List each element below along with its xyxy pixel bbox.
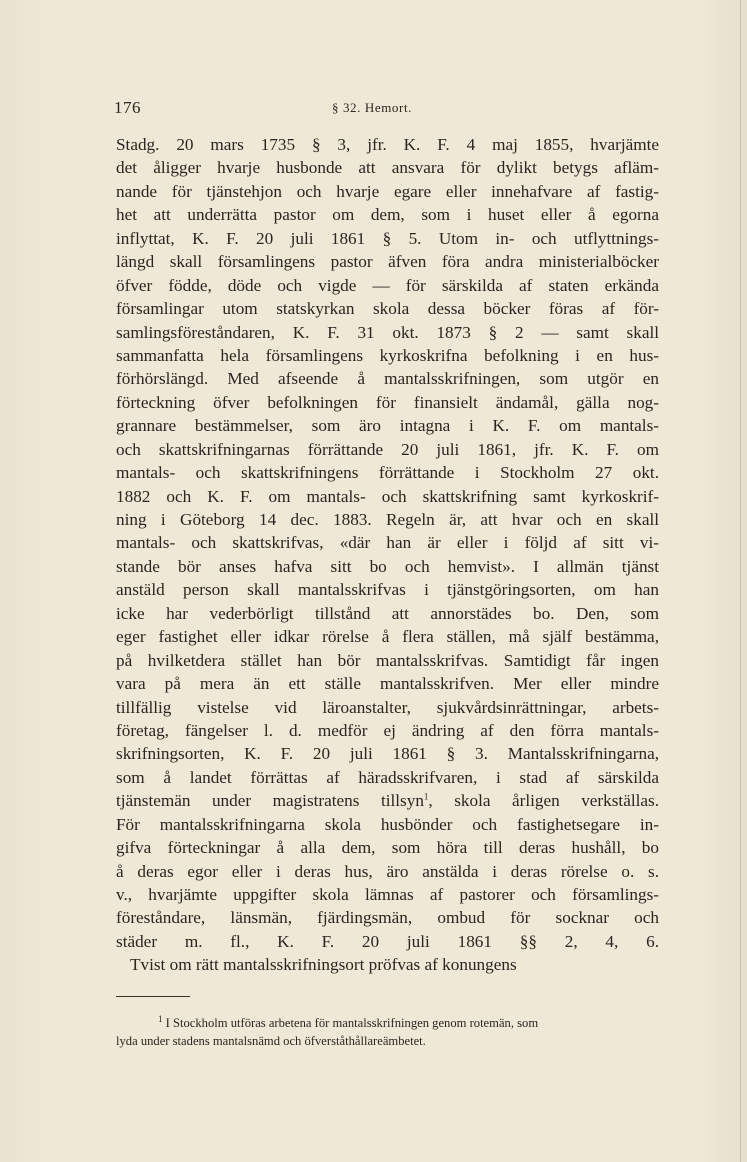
footnote-line: lyda under stadens mantalsnämd och öfverståthållareämbetet.: [116, 1034, 426, 1048]
text-line: och skattskrifningarnas förrättande 20 juli 1861, jfr. K. F. om: [116, 439, 659, 459]
text-line: som å landet förrättas af häradsskrifvaren, i stad af särskilda: [116, 767, 659, 787]
body-text: [116, 133, 659, 977]
page-edge: [740, 0, 741, 1162]
text-line: 1882 och K. F. om mantals- och skattskrifning samt kyrkoskrif-: [116, 486, 659, 506]
text-line: vara på mera än ett ställe mantalsskrifven. Mer eller mindre: [116, 674, 659, 694]
text-line: å deras egor eller i deras hus, äro anstälda i deras rörelse o. s.: [116, 861, 659, 881]
text-segment: , skola årligen verkställas.: [428, 791, 659, 811]
text-line: tillfällig vistelse vid läroanstalter, sjukvårdsinrättningar, arbets-: [116, 697, 659, 717]
text-line: ning i Göteborg 14 dec. 1883. Regeln är, att hvar och en skall: [116, 510, 659, 529]
text-line: grannare bestämmelser, som äro intagna i K. F. om mantals-: [116, 416, 659, 436]
text-line: städer m. fl., K. F. 20 juli 1861 §§ 2, 4, 6.: [116, 931, 659, 951]
text-line: förteckning öfver befolkningen för finansielt ändamål, gälla nog-: [116, 392, 659, 412]
page-number: 176: [114, 98, 141, 117]
text-line: Stadg. 20 mars 1735 § 3, jfr. K. F. 4 maj 1855, hvarjämte: [116, 135, 659, 154]
text-line: eger fastighet eller idkar rörelse å flera ställen, må själf bestämma,: [116, 627, 659, 647]
text-line: sammanfatta hela församlingens kyrkoskrifna befolkning i en hus-: [116, 345, 659, 365]
text-line: För mantalsskrifningarna skola husbönder och fastighetsegare in-: [116, 814, 659, 834]
text-line-last: Tvist om rätt mantalsskrifningsort pröfvas af konungens: [130, 955, 517, 975]
footnote: [116, 1014, 659, 1050]
text-line: förhörslängd. Med afseende å mantalsskrifningen, som utgör en: [116, 369, 659, 389]
text-line: anstäld person skall mantalsskrifvas i tjänstgöringsorten, om han: [116, 580, 659, 600]
text-line: mantals- och skattskrifningens förrättande i Stockholm 27 okt.: [116, 463, 659, 483]
text-line: det åligger hvarje husbonde att ansvara för dylikt betygs afläm-: [116, 158, 659, 178]
footnote-marker: 1: [158, 1013, 163, 1024]
running-head: § 32. Hemort.: [332, 100, 413, 115]
text-line: skrifningsorten, K. F. 20 juli 1861 § 3. Mantalsskrifningarna,: [116, 744, 659, 764]
footnote-line: [116, 1014, 659, 1032]
text-line: gifva förteckningar å alla dem, som höra till deras hushåll, bo: [116, 838, 659, 858]
text-line: het att underrätta pastor om dem, som i huset eller å egorna: [116, 205, 659, 225]
footnote-reference: 1: [423, 791, 429, 802]
text-line: församlingar utom statskyrkan skola dessa böcker föras af för-: [116, 299, 659, 319]
footnote-text: I Stockholm utföras arbetena för mantalsskrifningen genom rotemän, som: [165, 1016, 539, 1030]
page-header: [114, 98, 657, 120]
text-line: inflyttat, K. F. 20 juli 1861 § 5. Utom in- och utflyttnings-: [116, 228, 659, 248]
footnote-divider: [116, 996, 190, 997]
text-line: företag, fängelser l. d. medför ej ändring af den förra mantals-: [116, 720, 659, 740]
text-line: icke har vederbörligt tillstånd att annorstädes bo. Den, som: [116, 603, 659, 623]
text-line: längd skall församlingens pastor äfven föra andra ministerialböcker: [116, 252, 659, 272]
text-line: samlingsföreståndaren, K. F. 31 okt. 1873 § 2 — samt skall: [116, 322, 659, 342]
text-line-with-footnote-ref: [116, 789, 659, 812]
text-line: på hvilketdera stället han bör mantalsskrifvas. Samtidigt får ingen: [116, 650, 659, 670]
text-line: stande bör anses hafva sitt bo och hemvist». I allmän tjänst: [116, 556, 659, 576]
text-line: föreståndare, länsmän, fjärdingsmän, ombud för socknar och: [116, 908, 659, 928]
text-segment: tjänstemän under magistratens tillsyn: [116, 791, 424, 811]
text-line: öfver födde, döde och vigde — för särskilda af staten erkända: [116, 275, 659, 295]
text-line: mantals- och skattskrifvas, «där han är eller i följd af sitt vi-: [116, 533, 659, 553]
text-line: nande för tjänstehjon och hvarje egare eller innehafvare af fastig-: [116, 181, 659, 201]
text-line: v., hvarjämte uppgifter skola lämnas af pastorer och församlings-: [116, 885, 659, 904]
